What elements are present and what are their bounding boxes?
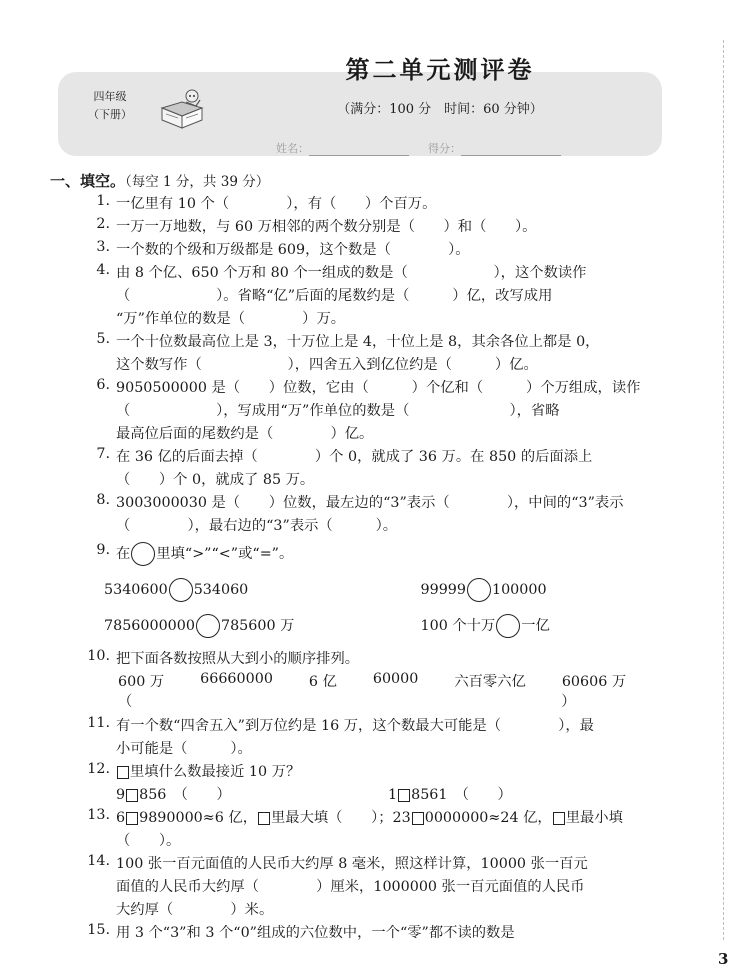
section-title	[50, 170, 675, 191]
question-number: 12.	[87, 761, 110, 777]
binding-dashed-line	[723, 40, 724, 940]
page-number: 3	[718, 950, 729, 968]
number-item: 60000	[372, 671, 419, 687]
compare-right: 785600 万	[220, 618, 295, 634]
compare-left: 5340600	[104, 582, 168, 598]
question-number: 11.	[87, 715, 110, 731]
name-field	[276, 140, 409, 156]
question-1	[50, 193, 675, 216]
question-5	[50, 331, 675, 377]
question-text: （ ），写成用“万”作单位的数是（ ），省略	[116, 403, 560, 419]
question-text: 由 8 个亿、650 个万和 80 个一组成的数是（ ），这个数读作	[116, 265, 587, 281]
question-text: 里填什么数最接近 10 万？	[130, 764, 301, 780]
name-blank	[309, 145, 409, 156]
blank-box-icon	[553, 812, 565, 825]
question-number: 10.	[87, 648, 110, 664]
question-number: 15.	[87, 922, 110, 938]
question-number: 14.	[87, 853, 110, 869]
question-text: （ ）个 0，就成了 85 万。	[116, 472, 315, 488]
compare-circle-icon[interactable]	[169, 578, 193, 602]
question-text: 最高位后面的尾数约是（ ）亿。	[116, 426, 374, 442]
page-subtitle: （满分：100 分 时间：60 分钟）	[337, 102, 543, 117]
compare-circle-icon[interactable]	[196, 614, 220, 638]
question-text: （ ）。	[116, 833, 181, 849]
blank-box-icon	[258, 812, 270, 825]
question-text: 100 张一百元面值的人民币大约厚 8 毫米，照这样计算，10000 张一百元	[116, 856, 588, 872]
question-text: 6	[116, 810, 126, 826]
question-14	[50, 853, 675, 922]
section-score-note: （每空 1 分，共 39 分）	[125, 174, 270, 190]
digit: 8561 （ ）	[411, 787, 512, 803]
question-13	[50, 807, 675, 853]
question-text: 里填“>”“<”或“=”。	[156, 546, 294, 562]
compare-circle-icon	[131, 542, 155, 566]
answer-parentheses: （ ）	[118, 694, 576, 710]
question-text: 面值的人民币大约厚（ ）厘米，1000000 张一百元面值的人民币	[116, 879, 585, 895]
blank-box-icon[interactable]	[126, 789, 138, 802]
question-text: 在 36 亿的后面去掉（ ）个 0，就成了 36 万。在 850 的后面添上	[116, 449, 593, 465]
question-10	[50, 648, 675, 671]
question-text: 有一个数“四舍五入”到万位约是 16 万，这个数最大可能是（ ），最	[116, 718, 594, 734]
student-reading-icon	[156, 88, 208, 136]
compare-left: 7856000000	[104, 618, 195, 634]
number-item: 6 亿	[308, 674, 337, 690]
question-9	[50, 542, 675, 566]
score-field	[428, 140, 561, 156]
question-11	[50, 715, 675, 761]
question-number: 9.	[96, 542, 110, 558]
question-text: 用 3 个“3”和 3 个“0”组成的六位数中，一个“零”都不读的数是	[116, 925, 515, 941]
question-text: （ ），最右边的“3”表示（ ）。	[116, 518, 398, 534]
question-number: 8.	[96, 492, 110, 508]
compare-right: 一亿	[521, 618, 550, 634]
compare-row	[50, 572, 675, 608]
digit: 9	[116, 787, 126, 803]
grade-badge	[78, 88, 142, 140]
score-blank	[461, 145, 561, 156]
question-text: 把下面各数按照从大到小的顺序排列。	[116, 651, 360, 667]
answer-blank[interactable]	[50, 691, 675, 711]
number-item: 六百零六亿	[454, 674, 526, 690]
question-list	[50, 170, 675, 945]
question-text: 一亿里有 10 个（ ），有（ ）个百万。	[116, 196, 437, 212]
question-number: 6.	[96, 377, 110, 393]
question-7	[50, 446, 675, 492]
blank-box-icon[interactable]	[398, 789, 410, 802]
compare-item	[359, 614, 676, 638]
number-item: 600 万	[118, 674, 165, 690]
question-number: 5.	[96, 331, 110, 347]
question-text: 3003000030 是（ ）位数，最左边的“3”表示（ ），中间的“3”表示	[116, 495, 624, 511]
question-text: 一个数的个级和万级都是 609，这个数是（ ）。	[116, 242, 470, 258]
compare-item	[104, 578, 359, 602]
page-title: 第二单元测评卷	[345, 56, 535, 84]
question-text: 一个十位数最高位上是 3，十万位上是 4，十位上是 8，其余各位上都是 0，	[116, 334, 600, 350]
question-number: 13.	[87, 807, 110, 823]
grade-label: 四年级	[93, 90, 127, 103]
question-text: 小可能是（ ）。	[116, 741, 252, 757]
name-label: 姓名：	[276, 142, 309, 155]
question-3	[50, 239, 675, 262]
question-4	[50, 262, 675, 331]
compare-item	[104, 614, 359, 638]
question-text: 一万一万地数，与 60 万相邻的两个数分别是（ ）和（ ）。	[116, 219, 537, 235]
question-number: 7.	[96, 446, 110, 462]
number-list	[50, 671, 675, 691]
option-b	[388, 784, 512, 807]
compare-left: 100 个十万	[420, 618, 496, 634]
question-text: 0000000≈24 亿，	[424, 810, 552, 826]
question-2	[50, 216, 675, 239]
question-number: 2.	[96, 216, 110, 232]
compare-row	[50, 608, 675, 644]
question-number: 3.	[96, 239, 110, 255]
score-label: 得分：	[428, 142, 461, 155]
question-15	[50, 922, 675, 945]
number-item: 66660000	[200, 671, 273, 687]
volume-label: （下册）	[88, 108, 132, 121]
digit: 1	[388, 787, 398, 803]
compare-item	[359, 578, 676, 602]
question-text: 里最大填（ ）；23	[271, 810, 411, 826]
option-a	[116, 784, 388, 807]
compare-left: 99999	[420, 582, 466, 598]
compare-right: 100000	[491, 582, 547, 598]
question-text: 大约厚（ ）米。	[116, 902, 274, 918]
section-heading: 一、填空。	[50, 172, 126, 190]
question-text: （ ）。省略“亿”后面的尾数约是（ ）亿，改写成用	[116, 288, 553, 304]
question-8	[50, 492, 675, 538]
blank-box-icon	[117, 766, 129, 779]
question-text: 9890000≈6 亿，	[139, 810, 257, 826]
question-text: 9050500000 是（ ）位数，它由（ ）个亿和（ ）个万组成，读作	[116, 380, 641, 396]
question-6	[50, 377, 675, 446]
question-text: 这个数写作（ ），四舍五入到亿位约是（ ）亿。	[116, 357, 538, 373]
question-number: 4.	[96, 262, 110, 278]
blank-box-icon[interactable]	[126, 812, 138, 825]
compare-right: 534060	[193, 582, 249, 598]
question-text: 在	[116, 546, 131, 562]
number-item: 60606 万	[561, 674, 627, 690]
digit: 856 （ ）	[139, 787, 231, 803]
question-12	[50, 761, 675, 807]
question-number: 1.	[96, 193, 110, 209]
question-text: “万”作单位的数是（ ）万。	[116, 311, 346, 327]
compare-circle-icon[interactable]	[496, 614, 520, 638]
question-text: 里最小填	[565, 810, 623, 826]
blank-box-icon[interactable]	[412, 812, 424, 825]
compare-circle-icon[interactable]	[467, 578, 491, 602]
